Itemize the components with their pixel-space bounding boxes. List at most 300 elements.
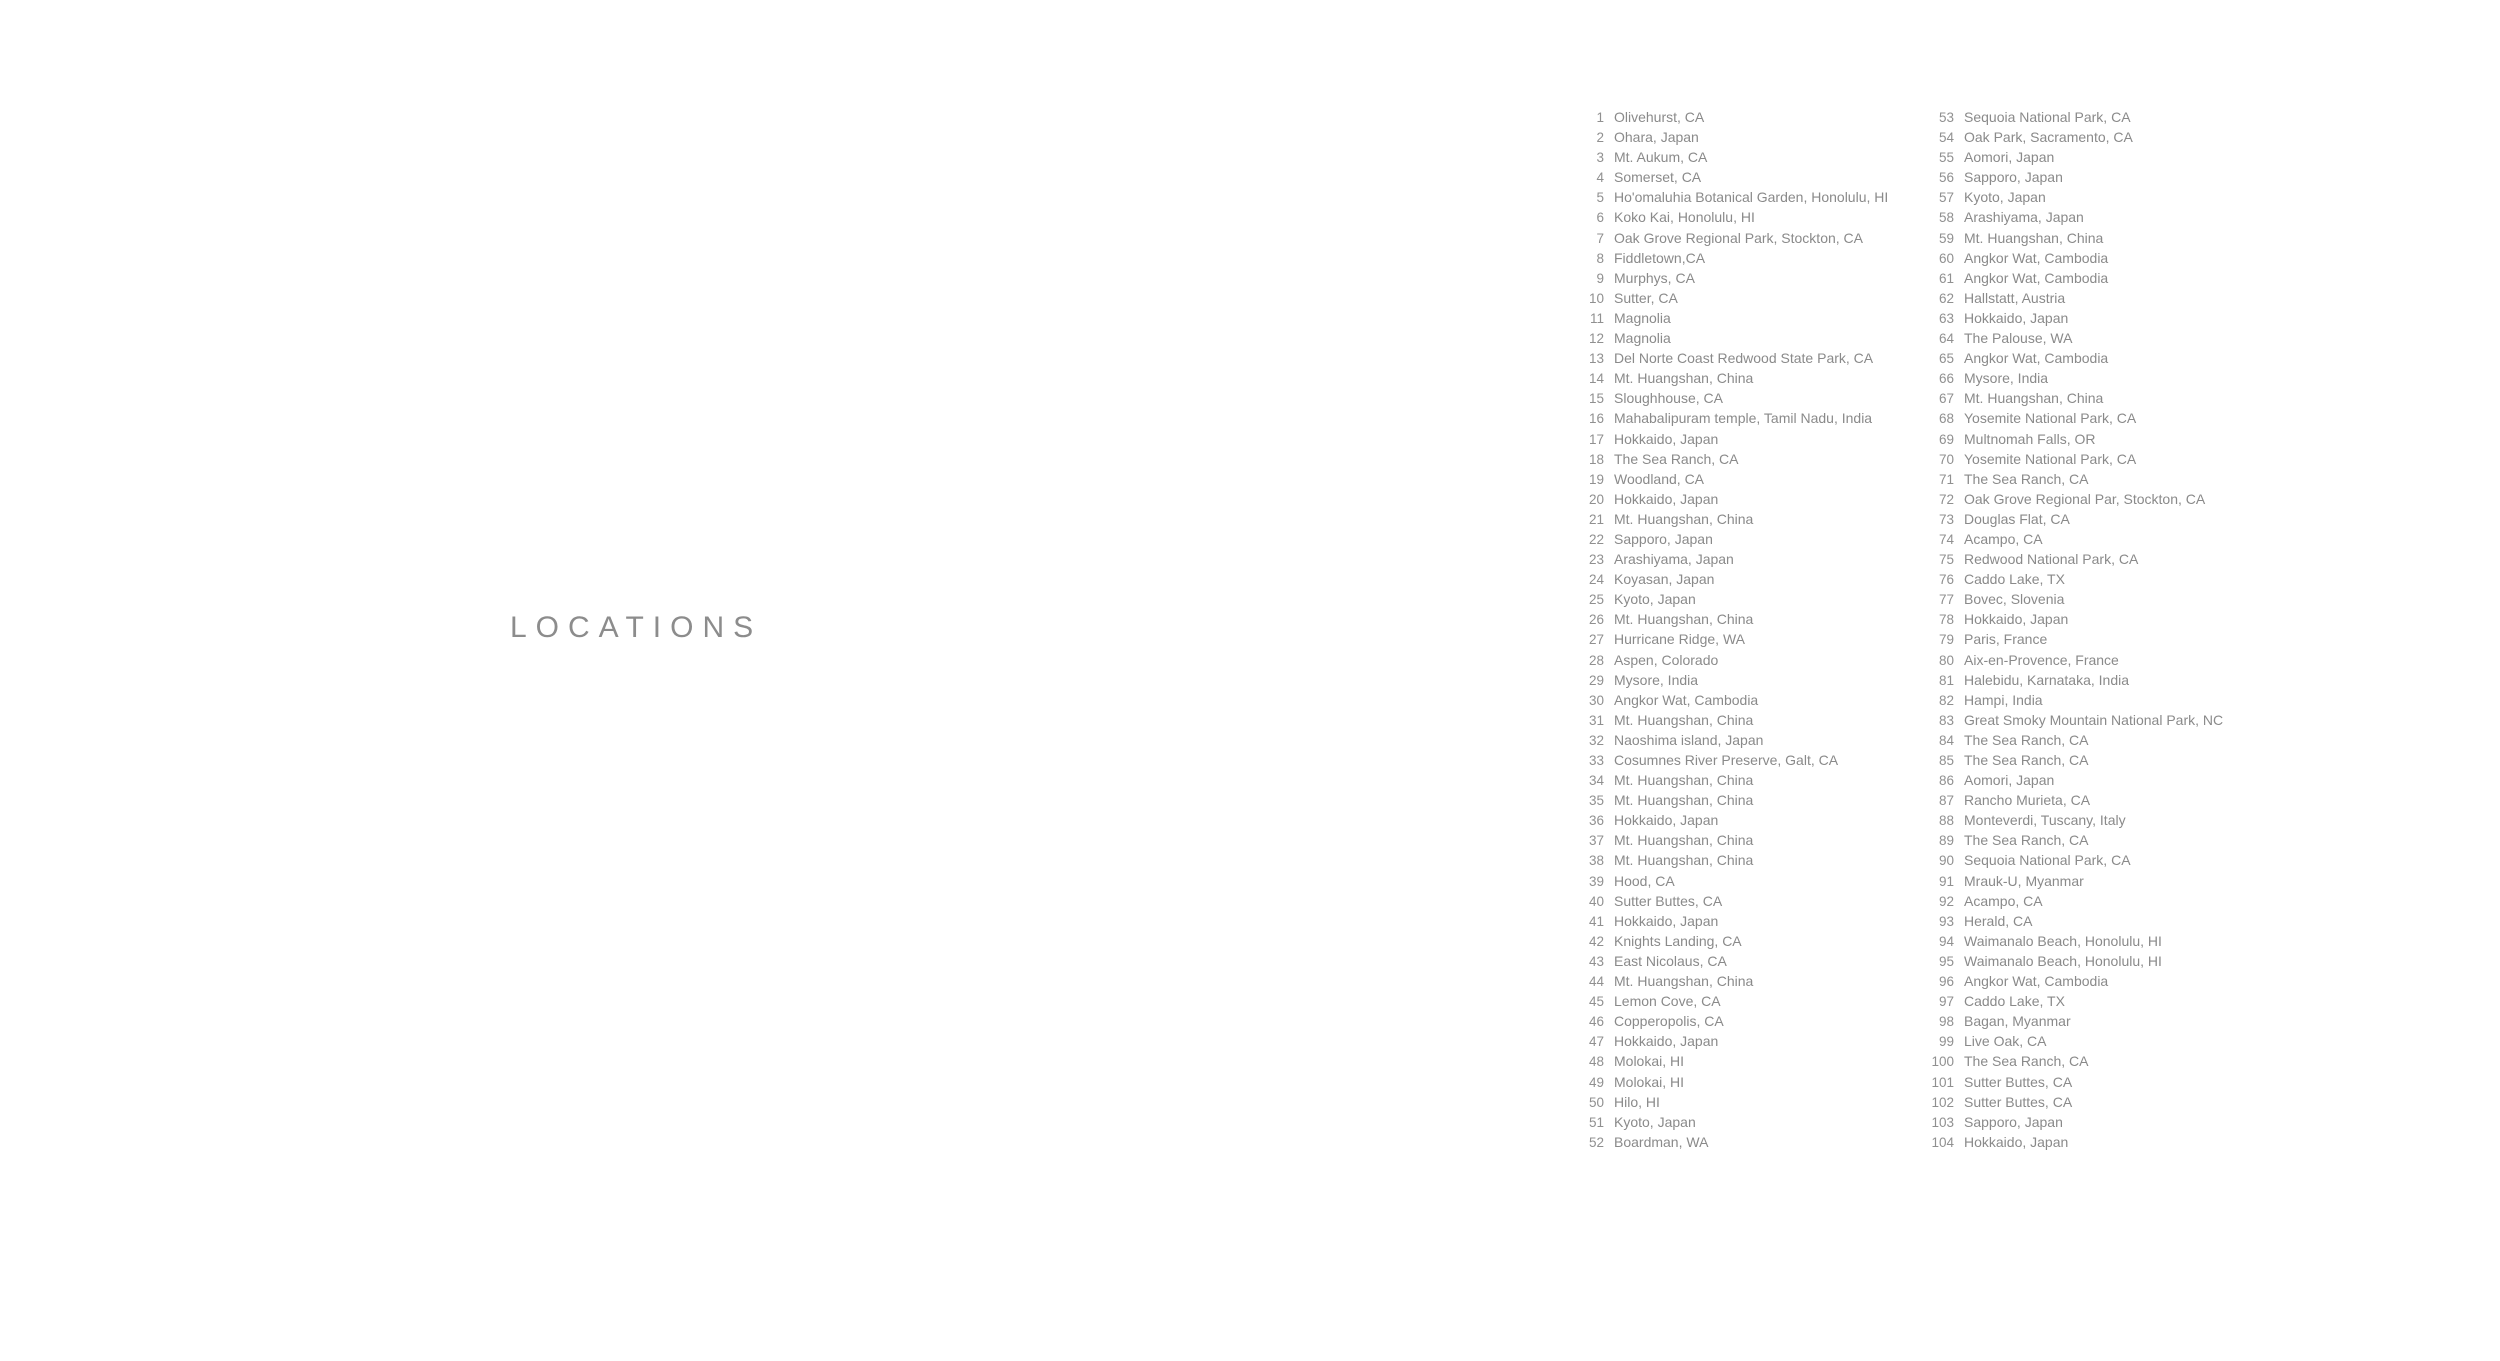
location-number: 89 [1938,833,1954,849]
location-number: 52 [1588,1134,1604,1150]
location-item [1580,609,1888,629]
location-item [1930,228,2223,248]
location-number: 80 [1938,652,1954,668]
location-name: Arashiyama, Japan [1614,551,1734,568]
location-item [1580,629,1888,649]
location-item [1930,690,2223,710]
location-number: 58 [1938,210,1954,226]
location-name: Aomori, Japan [1964,149,2055,166]
location-number: 51 [1588,1114,1604,1130]
location-number: 78 [1938,612,1954,628]
location-item [1930,670,2223,690]
location-number: 76 [1938,572,1954,588]
location-name: Lemon Cove, CA [1614,993,1721,1010]
location-name: Sloughhouse, CA [1614,390,1723,407]
location-name: Hilo, HI [1614,1093,1660,1110]
location-number: 94 [1938,933,1954,949]
location-number: 92 [1938,893,1954,909]
location-item [1930,951,2223,971]
location-name: Mt. Huangshan, China [1614,611,1754,628]
location-number: 81 [1938,672,1954,688]
location-item [1930,810,2223,830]
location-number: 26 [1588,612,1604,628]
location-item [1930,971,2223,991]
location-item [1580,850,1888,870]
location-number: 8 [1596,250,1604,266]
location-item [1580,187,1888,207]
location-name: The Sea Ranch, CA [1964,731,2089,748]
location-item [1930,529,2223,549]
location-name: Somerset, CA [1614,169,1702,186]
location-number: 100 [1931,1054,1954,1070]
location-item [1930,509,2223,529]
location-item [1930,469,2223,489]
location-number: 104 [1931,1134,1954,1150]
location-number: 86 [1938,773,1954,789]
location-number: 14 [1588,371,1604,387]
location-number: 21 [1588,511,1604,527]
location-name: Hurricane Ridge, WA [1614,631,1745,648]
location-item [1580,710,1888,730]
location-item [1580,931,1888,951]
location-name: Fiddletown,CA [1614,249,1706,266]
location-number: 30 [1588,692,1604,708]
location-number: 16 [1588,411,1604,427]
location-number: 82 [1938,692,1954,708]
location-number: 88 [1938,813,1954,829]
location-name: Bovec, Slovenia [1964,591,2065,608]
location-item [1580,429,1888,449]
location-name: Sapporo, Japan [1614,530,1713,547]
location-item [1930,248,2223,268]
location-item [1580,167,1888,187]
location-item [1930,730,2223,750]
location-name: Sequoia National Park, CA [1964,109,2131,125]
location-number: 6 [1596,210,1604,226]
location-name: Hokkaido, Japan [1964,309,2069,326]
location-number: 98 [1938,1014,1954,1030]
location-number: 11 [1589,310,1604,326]
location-item [1580,308,1888,328]
location-number: 85 [1938,753,1954,768]
location-item [1930,931,2223,951]
location-number: 63 [1938,310,1954,326]
location-number: 75 [1938,552,1954,568]
location-name: The Sea Ranch, CA [1964,832,2089,849]
location-number: 45 [1588,994,1604,1010]
location-number: 1 [1596,110,1604,125]
location-name: Koko Kai, Honolulu, HI [1614,209,1755,226]
location-number: 61 [1938,270,1954,286]
location-number: 13 [1588,351,1604,367]
location-item [1580,228,1888,248]
location-name: Naoshima island, Japan [1614,731,1764,748]
location-name: Live Oak, CA [1964,1033,2047,1050]
location-item [1580,388,1888,408]
location-name: Multnomah Falls, OR [1964,430,2096,447]
location-name: Caddo Lake, TX [1964,993,2065,1010]
location-name: Copperopolis, CA [1614,1013,1724,1030]
location-name: Douglas Flat, CA [1964,510,2070,527]
location-item [1580,891,1888,911]
location-item [1580,529,1888,549]
location-item [1930,750,2223,770]
location-item [1580,549,1888,569]
location-name: Paris, France [1964,631,2048,648]
location-item [1580,509,1888,529]
location-number: 25 [1588,592,1604,608]
location-number: 74 [1938,531,1954,547]
location-name: Waimanalo Beach, Honolulu, HI [1964,932,2162,949]
location-name: Aspen, Colorado [1614,651,1719,668]
location-item [1930,328,2223,348]
location-item [1930,1011,2223,1031]
location-number: 71 [1938,471,1954,487]
location-item [1580,328,1888,348]
locations-column-2 [1930,107,2223,1152]
location-number: 99 [1938,1034,1954,1050]
location-name: Kyoto, Japan [1964,189,2046,206]
location-item [1930,288,2223,308]
location-name: Mrauk-U, Myanmar [1964,872,2084,889]
location-item [1580,991,1888,1011]
location-name: Angkor Wat, Cambodia [1964,269,2109,286]
location-name: Hallstatt, Austria [1964,289,2066,306]
location-name: Cosumnes River Preserve, Galt, CA [1614,752,1839,768]
location-number: 17 [1588,431,1604,447]
location-name: Magnolia [1614,330,1671,347]
location-name: Acampo, CA [1964,892,2043,909]
location-item [1930,348,2223,368]
location-name: Monteverdi, Tuscany, Italy [1964,812,2126,829]
location-item [1930,268,2223,288]
location-item [1930,207,2223,227]
location-name: The Palouse, WA [1964,330,2073,347]
location-item [1580,871,1888,891]
location-item [1580,147,1888,167]
location-item [1580,770,1888,790]
location-number: 90 [1938,853,1954,869]
location-item [1580,810,1888,830]
location-number: 72 [1938,491,1954,507]
location-number: 56 [1938,170,1954,186]
location-number: 87 [1938,793,1954,809]
location-item [1930,147,2223,167]
location-name: Ohara, Japan [1614,129,1699,146]
location-number: 28 [1588,652,1604,668]
location-number: 23 [1588,552,1604,568]
location-item [1930,167,2223,187]
location-item [1580,368,1888,388]
location-number: 34 [1588,773,1604,789]
location-item [1930,127,2223,147]
location-item [1580,1132,1888,1152]
location-item [1930,629,2223,649]
location-number: 84 [1938,732,1954,748]
location-item [1580,248,1888,268]
location-number: 39 [1588,873,1604,889]
location-name: Hokkaido, Japan [1614,430,1719,447]
location-number: 96 [1938,974,1954,990]
location-name: Great Smoky Mountain National Park, NC [1964,711,2224,728]
location-item [1930,1031,2223,1051]
location-name: Aix-en-Provence, France [1964,651,2119,668]
location-name: Sutter Buttes, CA [1964,1073,2073,1090]
location-name: Mt. Huangshan, China [1614,832,1754,849]
location-name: Mysore, India [1964,370,2049,387]
location-item [1580,830,1888,850]
location-item [1580,690,1888,710]
location-name: Hokkaido, Japan [1614,912,1719,929]
location-number: 29 [1588,672,1604,688]
location-name: Aomori, Japan [1964,772,2055,789]
location-item [1930,1072,2223,1092]
location-name: Mysore, India [1614,671,1699,688]
location-item [1580,790,1888,810]
location-number: 20 [1588,491,1604,507]
location-name: Mt. Huangshan, China [1614,973,1754,990]
location-item [1930,107,2223,127]
location-item [1930,549,2223,569]
location-number: 10 [1588,290,1604,306]
location-item [1930,489,2223,509]
location-item [1580,449,1888,469]
location-number: 24 [1588,572,1604,588]
location-number: 69 [1938,431,1954,447]
location-name: Hokkaido, Japan [1614,812,1719,829]
location-name: Bagan, Myanmar [1964,1013,2071,1030]
location-number: 35 [1588,793,1604,809]
location-item [1930,790,2223,810]
location-number: 38 [1588,853,1604,869]
location-item [1930,891,2223,911]
location-name: Hampi, India [1964,691,2043,708]
location-number: 44 [1588,974,1604,990]
location-name: Mt. Aukum, CA [1614,149,1708,166]
location-name: Hokkaido, Japan [1614,1033,1719,1050]
location-item [1580,268,1888,288]
location-number: 101 [1931,1074,1954,1090]
location-number: 42 [1588,933,1604,949]
location-name: Molokai, HI [1614,1053,1685,1070]
location-number: 47 [1588,1034,1604,1050]
location-name: Sutter, CA [1614,289,1678,306]
location-item [1580,650,1888,670]
location-number: 36 [1588,813,1604,829]
location-name: Sapporo, Japan [1964,1113,2063,1130]
location-item [1930,408,2223,428]
location-number: 32 [1588,732,1604,748]
location-item [1930,770,2223,790]
location-name: Molokai, HI [1614,1073,1685,1090]
location-number: 22 [1588,531,1604,547]
location-name: Kyoto, Japan [1614,591,1696,608]
location-name: Mt. Huangshan, China [1614,510,1754,527]
location-item [1930,710,2223,730]
location-name: The Sea Ranch, CA [1614,450,1739,467]
location-item [1580,670,1888,690]
location-item [1580,348,1888,368]
location-name: Woodland, CA [1614,470,1705,487]
location-name: Oak Park, Sacramento, CA [1964,129,2133,146]
location-name: Koyasan, Japan [1614,571,1715,588]
location-name: Rancho Murieta, CA [1964,792,2091,809]
location-item [1930,911,2223,931]
location-item [1930,850,2223,870]
location-number: 49 [1588,1074,1604,1090]
location-name: Herald, CA [1964,912,2033,929]
location-item [1930,388,2223,408]
location-number: 103 [1931,1114,1954,1130]
location-item [1930,650,2223,670]
location-number: 4 [1596,170,1604,186]
location-name: Mt. Huangshan, China [1614,370,1754,387]
location-item [1930,1051,2223,1071]
location-item [1580,1092,1888,1112]
location-name: Boardman, WA [1614,1133,1709,1150]
location-number: 57 [1938,190,1954,206]
location-item [1580,408,1888,428]
location-name: Murphys, CA [1614,269,1695,286]
location-item [1580,730,1888,750]
location-number: 41 [1588,913,1604,929]
location-item [1580,127,1888,147]
location-number: 97 [1938,994,1954,1010]
location-number: 9 [1596,270,1604,286]
location-number: 46 [1588,1014,1604,1030]
location-name: Angkor Wat, Cambodia [1964,973,2109,990]
location-name: Hood, CA [1614,872,1675,889]
location-item [1580,1072,1888,1092]
location-name: Redwood National Park, CA [1964,551,2139,568]
location-item [1930,308,2223,328]
location-number: 67 [1938,391,1954,407]
location-item [1930,1112,2223,1132]
location-number: 77 [1938,592,1954,608]
locations-column-1 [1580,107,1888,1152]
location-item [1930,1092,2223,1112]
location-name: Mt. Huangshan, China [1614,852,1754,869]
location-number: 18 [1588,451,1604,467]
location-name: Magnolia [1614,309,1671,326]
location-name: Oak Grove Regional Park, Stockton, CA [1614,229,1863,246]
location-item [1580,911,1888,931]
location-name: Mt. Huangshan, China [1964,229,2104,246]
location-name: Mt. Huangshan, China [1964,390,2104,407]
location-item [1580,288,1888,308]
location-name: The Sea Ranch, CA [1964,1053,2089,1070]
location-number: 55 [1938,150,1954,166]
location-number: 102 [1931,1094,1954,1110]
location-name: Yosemite National Park, CA [1964,450,2137,467]
location-number: 12 [1588,331,1604,347]
location-item [1580,569,1888,589]
location-name: Hokkaido, Japan [1614,490,1719,507]
location-number: 91 [1938,873,1954,889]
location-item [1930,429,2223,449]
right-page [1250,0,2500,1361]
location-number: 68 [1938,411,1954,427]
location-number: 93 [1938,913,1954,929]
location-name: Caddo Lake, TX [1964,571,2065,588]
location-item [1930,1132,2223,1152]
location-number: 40 [1588,893,1604,909]
location-number: 31 [1588,712,1604,728]
location-number: 83 [1938,712,1954,728]
location-name: Kyoto, Japan [1614,1113,1696,1130]
location-name: Angkor Wat, Cambodia [1964,350,2109,367]
location-number: 60 [1938,250,1954,266]
location-item [1580,750,1888,770]
location-name: Halebidu, Karnataka, India [1964,671,2129,688]
location-number: 64 [1938,331,1954,347]
location-name: Arashiyama, Japan [1964,209,2084,226]
location-number: 15 [1588,391,1604,407]
location-item [1580,469,1888,489]
location-name: The Sea Ranch, CA [1964,470,2089,487]
location-item [1930,449,2223,469]
location-name: Angkor Wat, Cambodia [1614,691,1759,708]
location-name: Oak Grove Regional Par, Stockton, CA [1964,490,2206,507]
location-number: 27 [1588,632,1604,648]
location-item [1580,1011,1888,1031]
location-item [1930,830,2223,850]
location-name: The Sea Ranch, CA [1964,752,2089,768]
location-item [1930,187,2223,207]
location-item [1580,1112,1888,1132]
location-name: Hokkaido, Japan [1964,611,2069,628]
location-name: Del Norte Coast Redwood State Park, CA [1614,350,1874,367]
location-number: 54 [1938,130,1954,146]
location-item [1580,951,1888,971]
location-name: Olivehurst, CA [1614,109,1705,125]
location-number: 65 [1938,351,1954,367]
location-item [1580,107,1888,127]
location-name: Acampo, CA [1964,530,2043,547]
location-name: Sutter Buttes, CA [1614,892,1723,909]
location-number: 33 [1588,753,1604,768]
location-number: 50 [1588,1094,1604,1110]
location-number: 19 [1588,471,1604,487]
location-name: Mt. Huangshan, China [1614,772,1754,789]
page-title: LOCATIONS [510,611,763,644]
location-name: Waimanalo Beach, Honolulu, HI [1964,952,2162,969]
location-name: Mt. Huangshan, China [1614,792,1754,809]
location-name: East Nicolaus, CA [1614,952,1727,969]
location-item [1580,589,1888,609]
location-name: Mahabalipuram temple, Tamil Nadu, India [1614,410,1873,427]
location-name: Sapporo, Japan [1964,169,2063,186]
location-number: 66 [1938,371,1954,387]
location-item [1930,368,2223,388]
location-number: 53 [1938,110,1954,125]
location-number: 43 [1588,953,1604,969]
location-item [1580,1031,1888,1051]
location-number: 59 [1938,230,1954,246]
location-item [1930,609,2223,629]
location-number: 5 [1596,190,1604,206]
location-number: 73 [1938,511,1954,527]
location-name: Angkor Wat, Cambodia [1964,249,2109,266]
location-number: 3 [1596,150,1604,166]
location-number: 7 [1596,230,1604,246]
location-number: 62 [1938,290,1954,306]
location-number: 37 [1588,833,1604,849]
location-name: Sutter Buttes, CA [1964,1093,2073,1110]
location-name: Hokkaido, Japan [1964,1133,2069,1150]
location-item [1930,569,2223,589]
location-name: Knights Landing, CA [1614,932,1742,949]
